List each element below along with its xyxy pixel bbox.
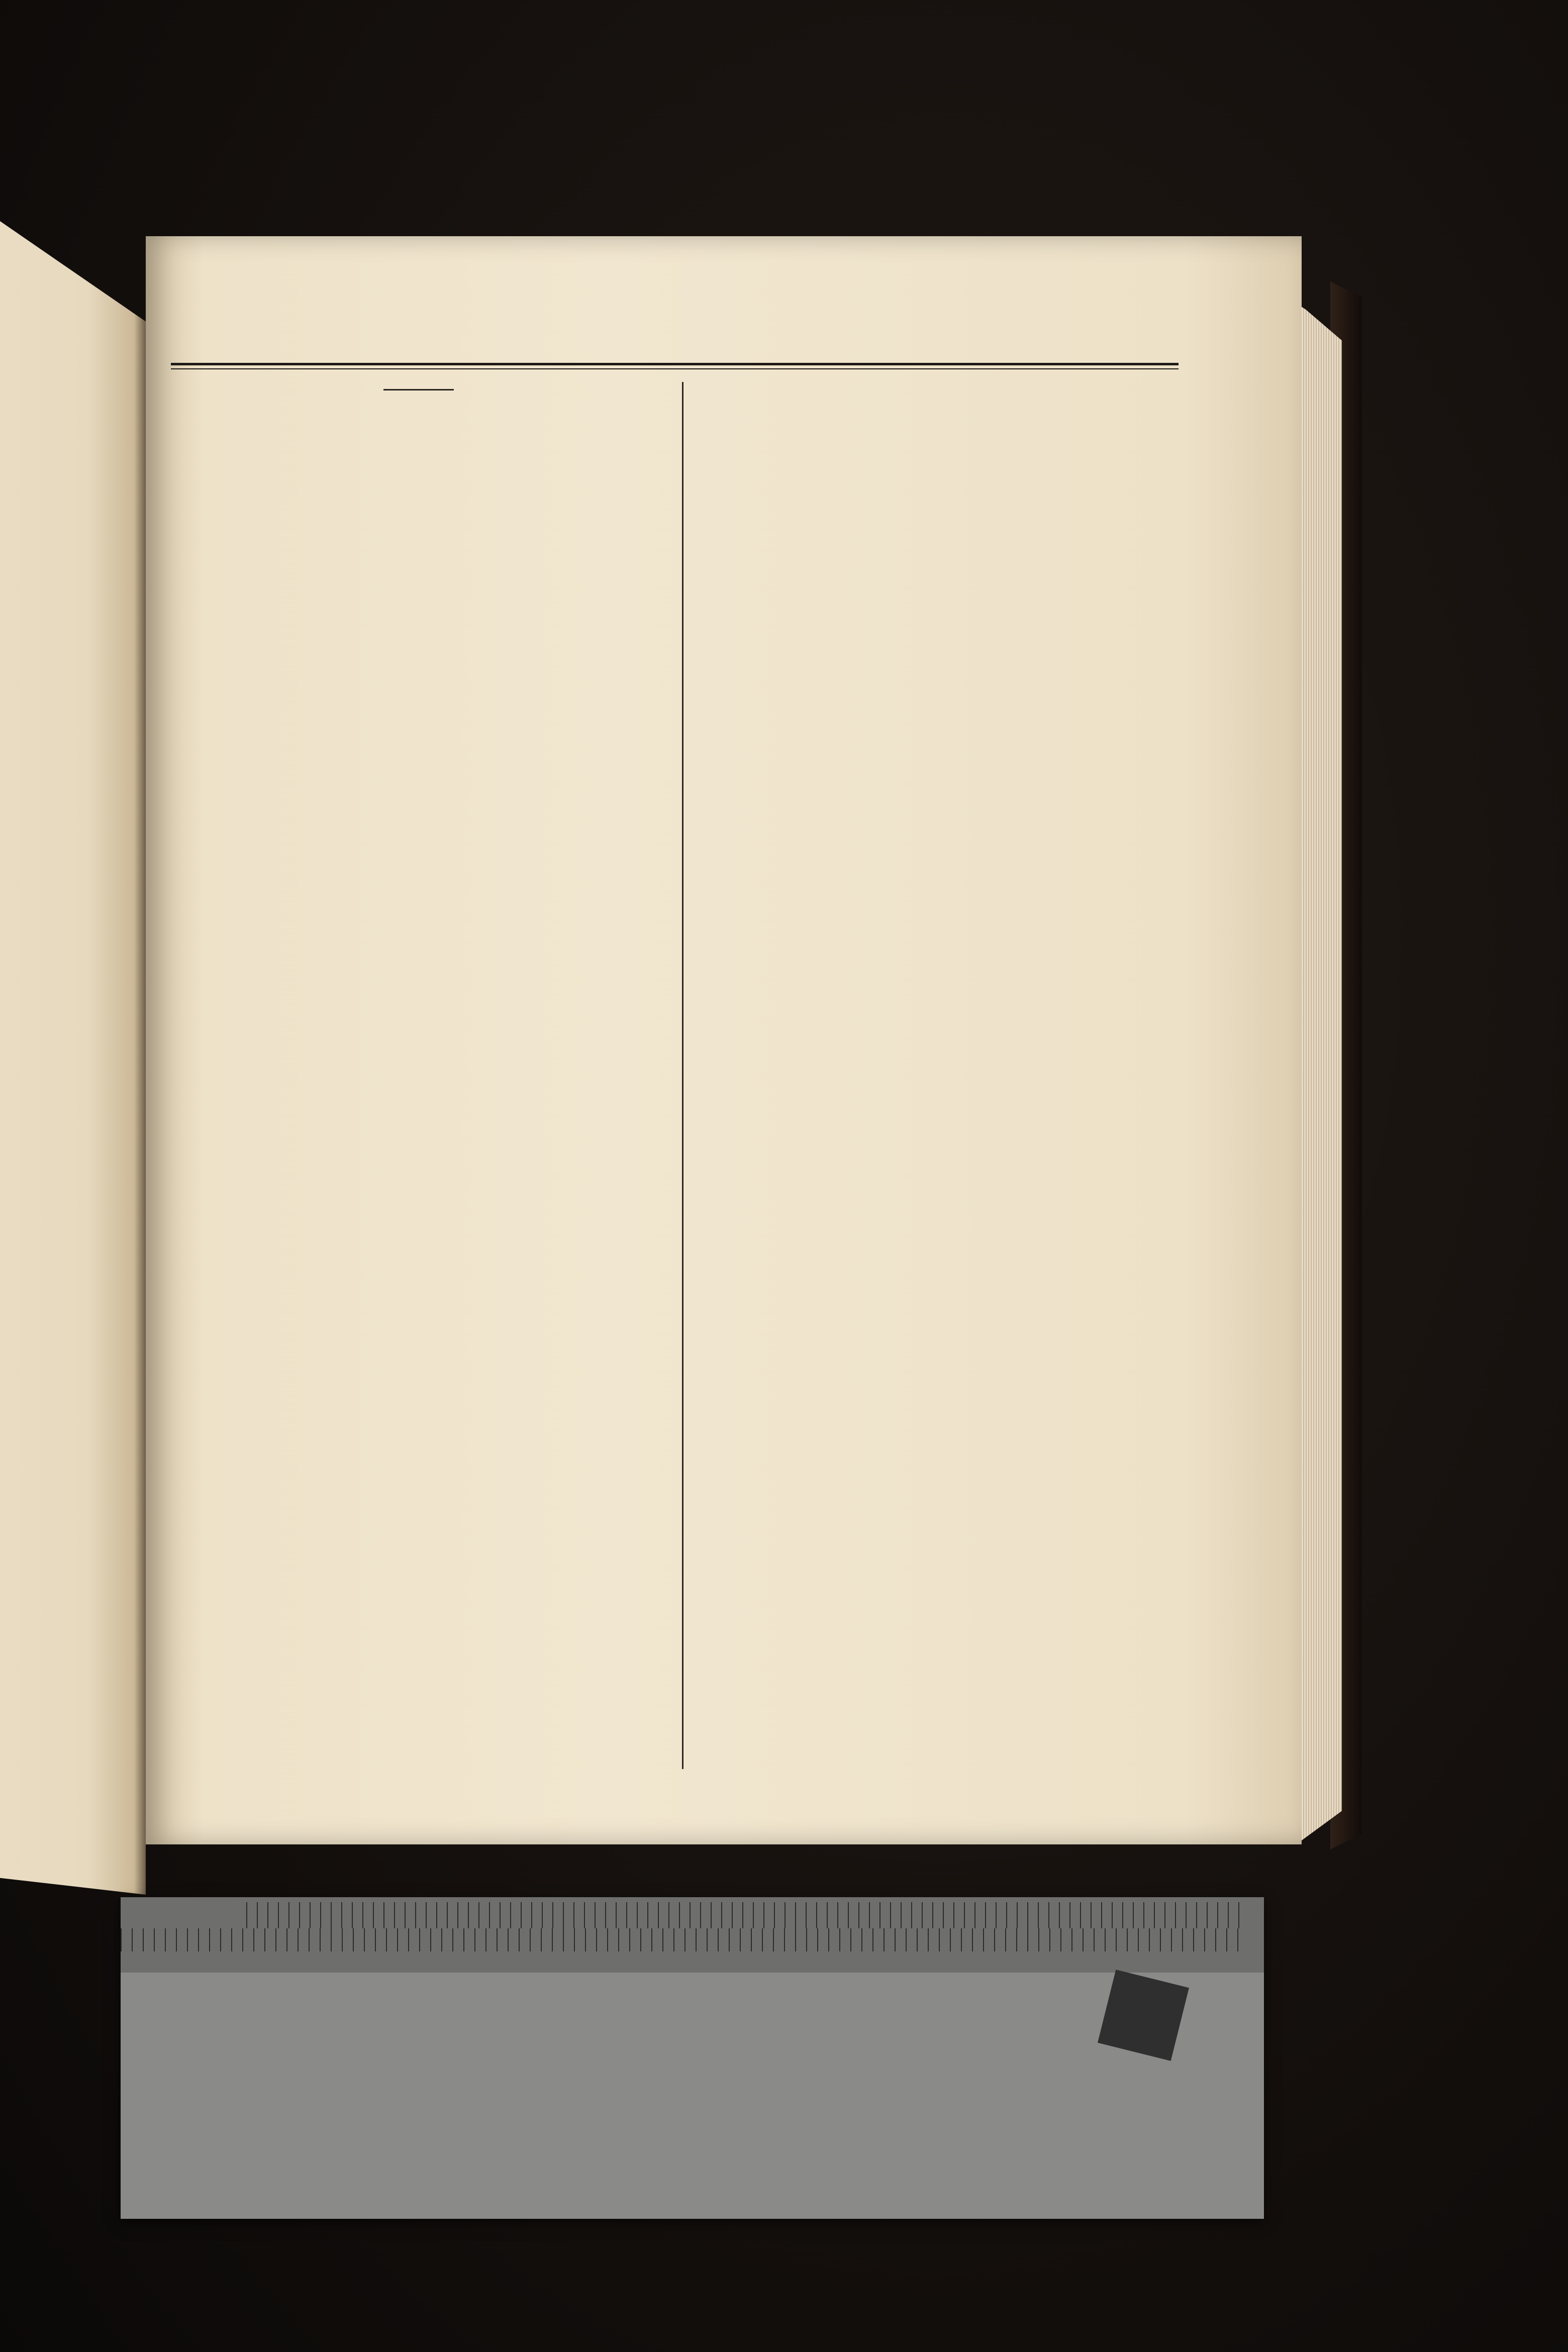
cm-ticks: [121, 1928, 1244, 1951]
header-rule-thick: [171, 363, 1179, 365]
logo-line-2: [1112, 1984, 1186, 2002]
left-column: [166, 382, 671, 400]
column-divider: [682, 382, 683, 1769]
section-separator: [383, 389, 454, 390]
left-page: [0, 221, 146, 1895]
inch-ticks: [246, 1902, 1244, 1928]
swatch-row-dark: [121, 2141, 1264, 2236]
header-rule-thin: [171, 368, 1179, 369]
logo-line-1: [1112, 1984, 1186, 2002]
swatch-row-light: [121, 2045, 1264, 2141]
swatch-labels: [121, 2015, 1264, 2045]
main-page: [146, 236, 1302, 1844]
color-chart-card: [121, 1897, 1264, 2219]
page-header: [171, 314, 1176, 359]
ruler: [121, 1897, 1264, 1973]
right-column: [704, 382, 1181, 387]
